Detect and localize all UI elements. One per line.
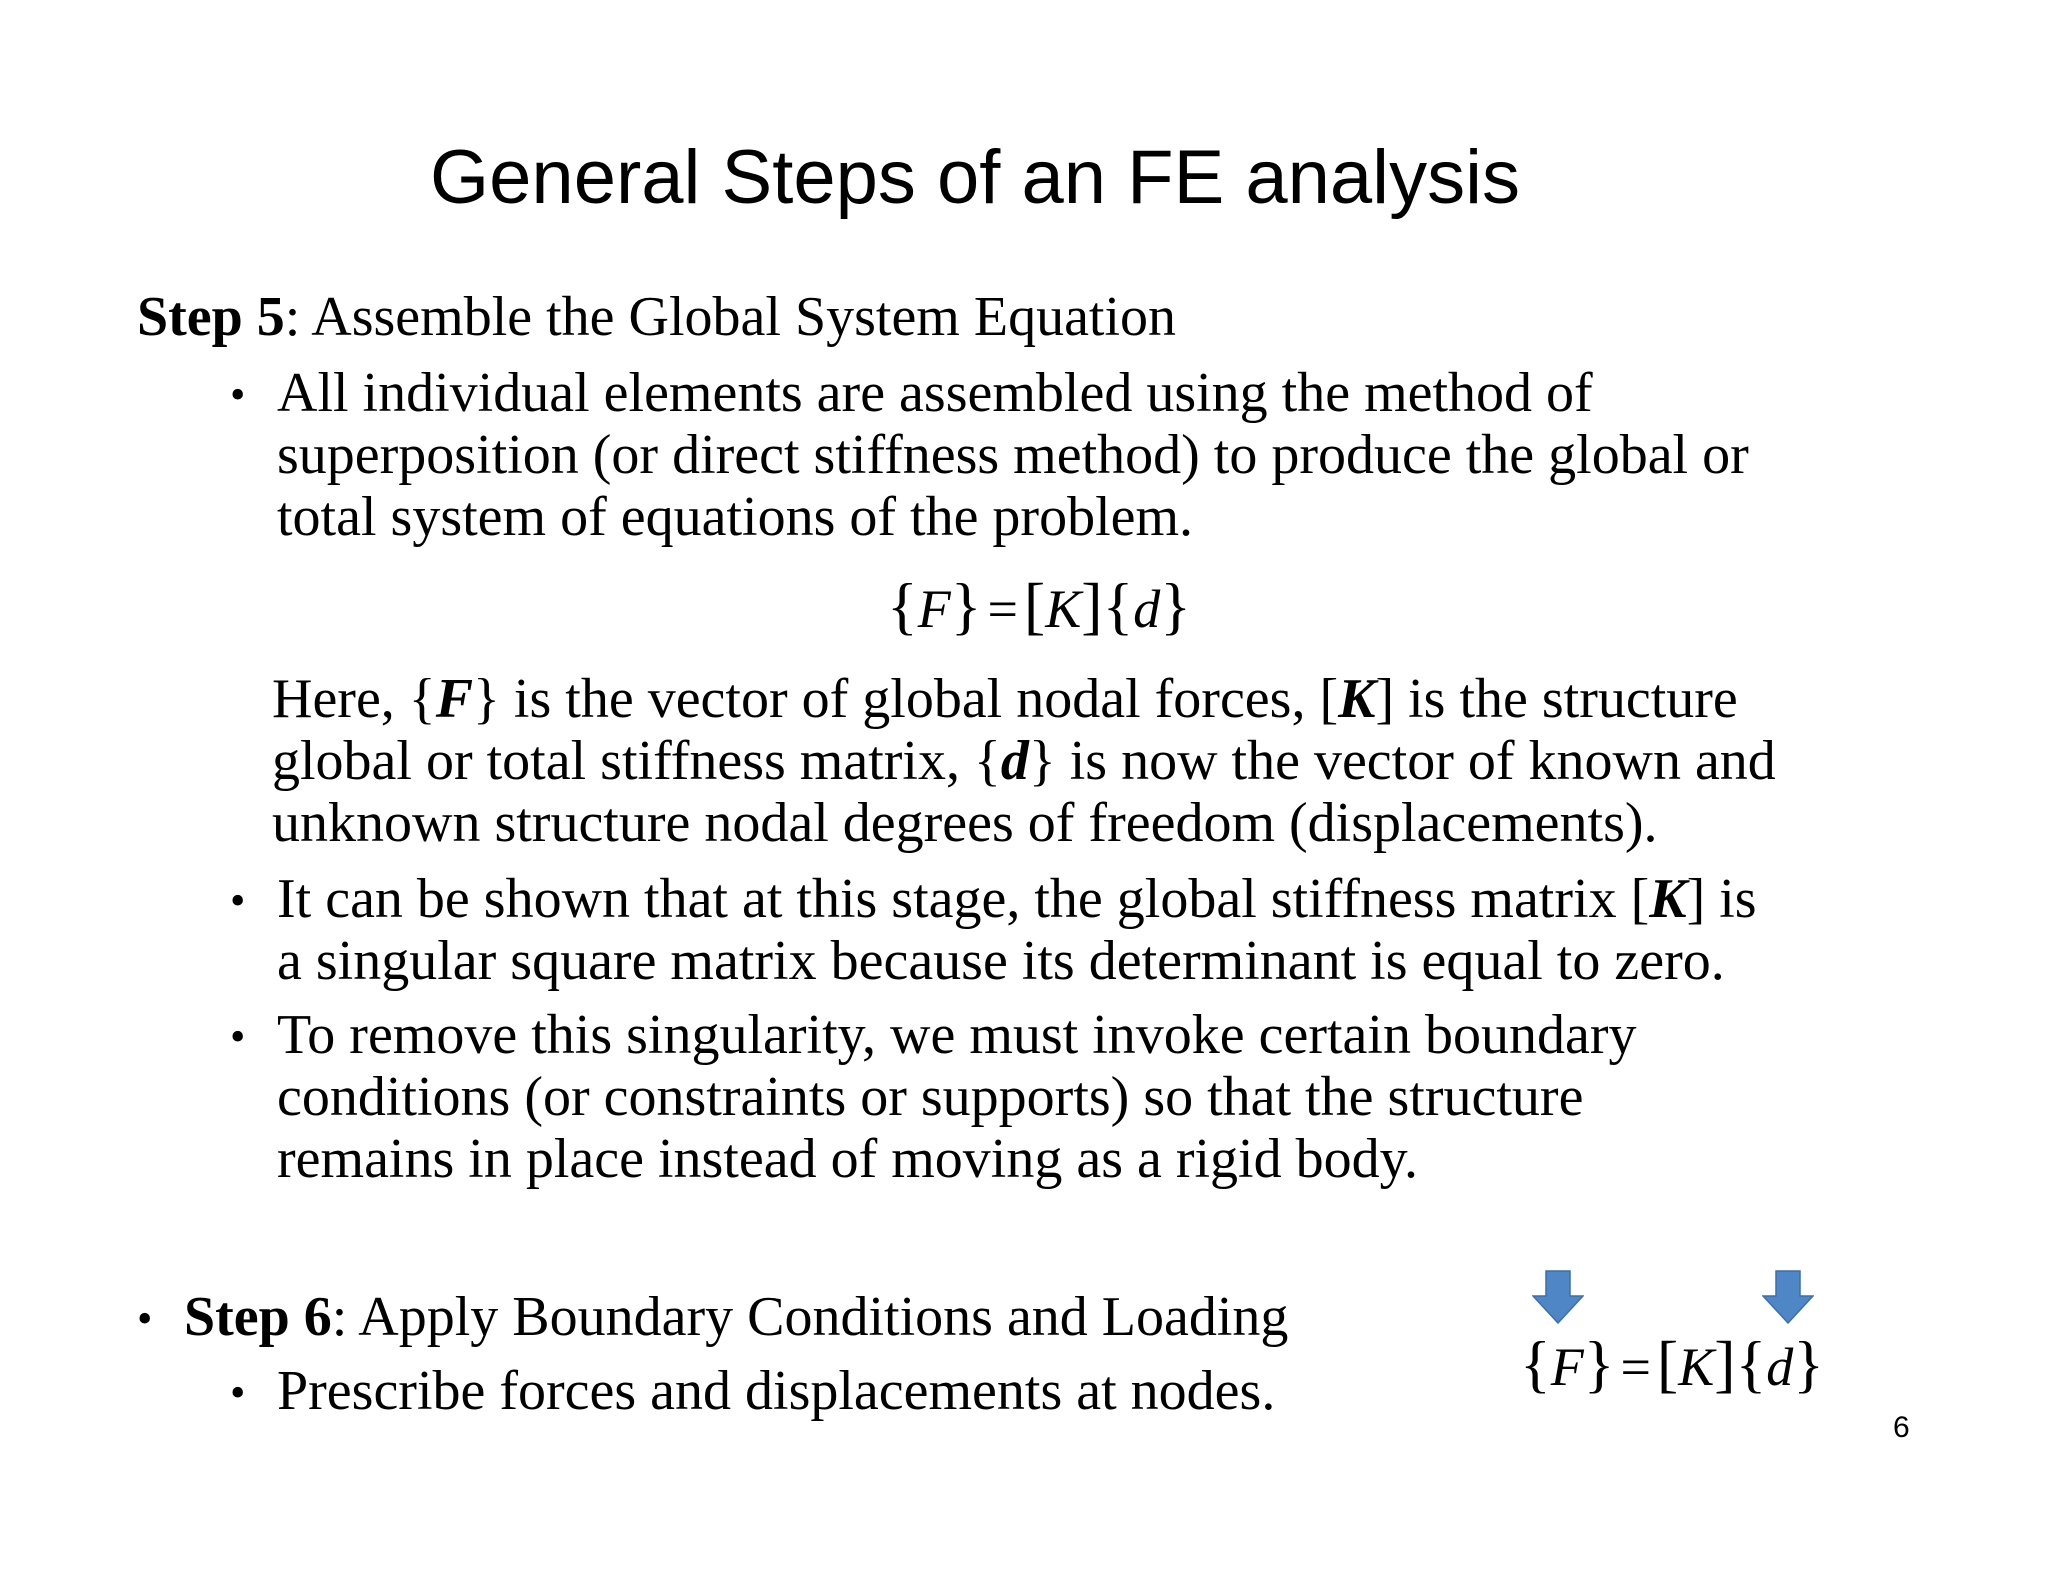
eq2-force-symbol: F: [1550, 1337, 1584, 1397]
eq-force-symbol: F: [917, 579, 951, 639]
bullet2-text: It can be shown that at this stage, the global stiffness matrix [: [277, 868, 1650, 930]
bullet-dot: •: [230, 370, 246, 419]
page-number: 6: [1893, 1411, 1910, 1444]
step5-heading: [137, 286, 1176, 348]
step6-heading: [184, 1286, 1288, 1348]
bullet-dot: •: [230, 1012, 246, 1061]
displacement-arrow-icon: [1762, 1270, 1814, 1324]
here-F-symbol: F: [435, 668, 474, 730]
step5-heading-text: : Assemble the Global System Equation: [284, 286, 1177, 348]
here-text: } is the vector of global nodal forces, [: [473, 668, 1339, 730]
eq2-stiffness-symbol: K: [1678, 1337, 1715, 1397]
force-arrow-icon: [1532, 1270, 1584, 1324]
global-equation: {F} =[K]{d}: [887, 570, 1191, 641]
step5-bullet3-line3: remains in place instead of moving as a rigid body.: [277, 1128, 1418, 1190]
step5-label: Step 5: [137, 286, 285, 348]
step6-label: Step 6: [184, 1286, 332, 1348]
eq-displacement-symbol: d: [1133, 579, 1161, 639]
eq-stiffness-symbol: K: [1045, 579, 1082, 639]
eq2-displacement-symbol: d: [1766, 1337, 1794, 1397]
here-text: } is now the vector of known and: [1028, 730, 1776, 792]
step5-bullet1-line3: total system of equations of the problem.: [277, 486, 1194, 548]
here-text: ] is the structure: [1375, 668, 1738, 730]
slide-title: General Steps of an FE analysis: [430, 135, 1520, 220]
here-line1: [272, 668, 1738, 730]
step5-bullet1-line1: All individual elements are assembled using the method of: [277, 362, 1593, 424]
step6-bullet1: Prescribe forces and displacements at nodes.: [277, 1360, 1276, 1422]
boundary-equation: {F} =[K]{d}: [1520, 1328, 1824, 1399]
here-line2: [272, 730, 1776, 792]
bullet-dot: •: [137, 1294, 153, 1343]
here-d-symbol: d: [1000, 730, 1029, 792]
step6-heading-text: : Apply Boundary Conditions and Loading: [331, 1286, 1289, 1348]
step5-bullet3-line2: conditions (or constraints or supports) so that the structure: [277, 1066, 1584, 1128]
bullet2-K-symbol: K: [1649, 868, 1687, 930]
bullet-dot: •: [230, 876, 246, 925]
here-text: Here, {: [272, 668, 436, 730]
step5-bullet3-line1: To remove this singularity, we must invoke certain boundary: [277, 1004, 1637, 1066]
eq2-equals: =: [1620, 1337, 1651, 1397]
step5-bullet2-line2: a singular square matrix because its determinant is equal to zero.: [277, 930, 1725, 992]
here-K-symbol: K: [1338, 668, 1376, 730]
step5-bullet1-line2: superposition (or direct stiffness method) to produce the global or: [277, 424, 1749, 486]
eq-equals: =: [987, 579, 1018, 639]
here-text: global or total stiffness matrix, {: [272, 730, 1001, 792]
bullet-dot: •: [230, 1368, 246, 1417]
here-line3: unknown structure nodal degrees of freedom (displacements).: [272, 792, 1658, 854]
step5-bullet2-line1: [277, 868, 1757, 930]
bullet2-text: ] is: [1686, 868, 1757, 930]
